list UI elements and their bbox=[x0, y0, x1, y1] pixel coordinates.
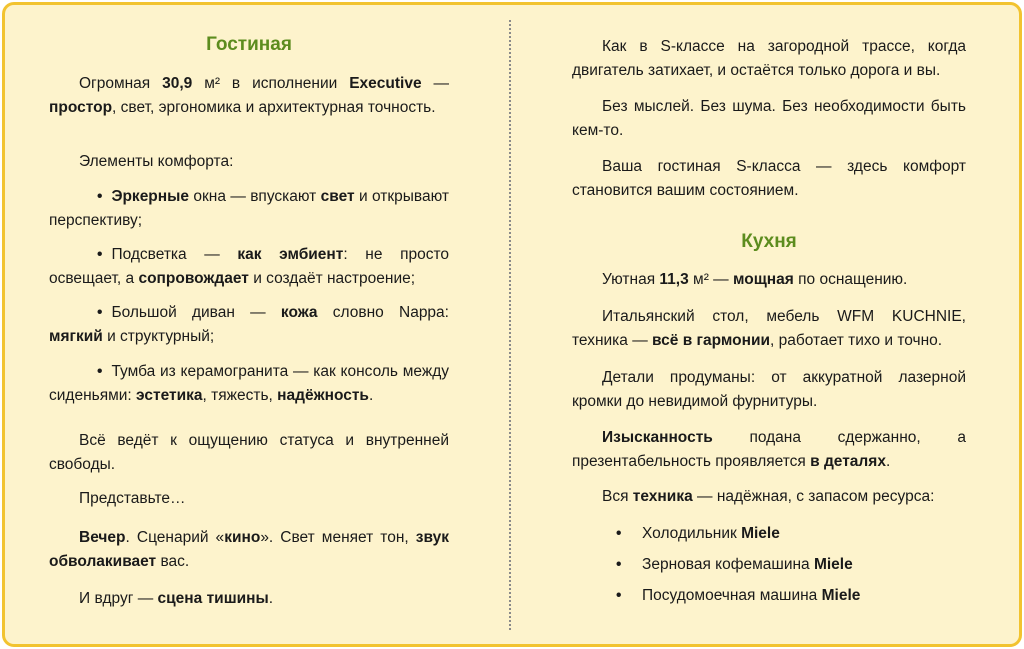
appliance-item-coffee: • Зерновая кофемашина Miele bbox=[572, 553, 966, 577]
bullet-icon: • bbox=[97, 363, 103, 380]
silence-paragraph: И вдруг — сцена тишины. bbox=[79, 590, 274, 607]
appliance-item-dishwasher: • Посудомоечная машина Miele bbox=[572, 584, 966, 608]
bullet-icon: • bbox=[97, 304, 103, 321]
comfort-intro: Элементы комфорта: bbox=[79, 153, 234, 170]
kitchen-title: Кухня bbox=[741, 231, 797, 252]
kitchen-details-paragraph: Детали продуманы: от аккуратной лазерной кромки до невидимой фурнитуры. bbox=[572, 369, 966, 410]
s-class-paragraph: Как в S-классе на загородной трассе, когда двигатель затихает, и остаётся только дорога и вы. bbox=[572, 38, 966, 79]
status-paragraph: Всё ведёт к ощущению статуса и внутренней свободы. bbox=[49, 432, 449, 473]
no-thoughts-paragraph: Без мыслей. Без шума. Без необходимости быть кем-то. bbox=[572, 98, 966, 139]
column-divider bbox=[509, 20, 511, 630]
bullet-icon: • bbox=[97, 188, 103, 205]
bullet-icon: • bbox=[616, 587, 622, 604]
living-room-intro: Огромная 30,9 м² в исполнении Executive — простор, свет, эргономика и архитектурная точность. bbox=[49, 75, 449, 116]
evening-paragraph: Вечер. Сценарий «кино». Свет меняет тон, звук обволакивает вас. bbox=[49, 529, 449, 570]
comfort-item-windows: • Эркерные окна — впускают свет и открывают перспективу; bbox=[49, 188, 449, 229]
kitchen-elegance-paragraph: Изысканность подана сдержанно, а презентабельность проявляется в деталях. bbox=[572, 429, 966, 470]
comfort-item-lighting: • Подсветка — как эмбиент: не просто освещает, а сопровождает и создаёт настроение; bbox=[49, 246, 449, 287]
kitchen-furniture-paragraph: Итальянский стол, мебель WFM KUCHNIE, техника — всё в гармонии, работает тихо и точно. bbox=[572, 308, 966, 349]
bullet-icon: • bbox=[616, 556, 622, 573]
s-class-living-paragraph: Ваша гостиная S-класса — здесь комфорт становится вашим состоянием. bbox=[572, 158, 966, 199]
bullet-icon: • bbox=[616, 525, 622, 542]
appliances-intro: Вся техника — надёжная, с запасом ресурса: bbox=[602, 488, 935, 505]
bullet-icon: • bbox=[97, 246, 103, 263]
comfort-item-console: • Тумба из керамогранита — как консоль между сиденьями: эстетика, тяжесть, надёжность. bbox=[49, 363, 449, 404]
appliance-item-fridge: • Холодильник Miele bbox=[572, 522, 966, 546]
kitchen-size-paragraph: Уютная 11,3 м² — мощная по оснащению. bbox=[602, 271, 908, 288]
living-room-title: Гостиная bbox=[206, 34, 292, 55]
comfort-item-sofa: • Большой диван — кожа словно Nappa: мягкий и структурный; bbox=[49, 304, 449, 345]
imagine-paragraph: Представьте… bbox=[79, 490, 186, 507]
